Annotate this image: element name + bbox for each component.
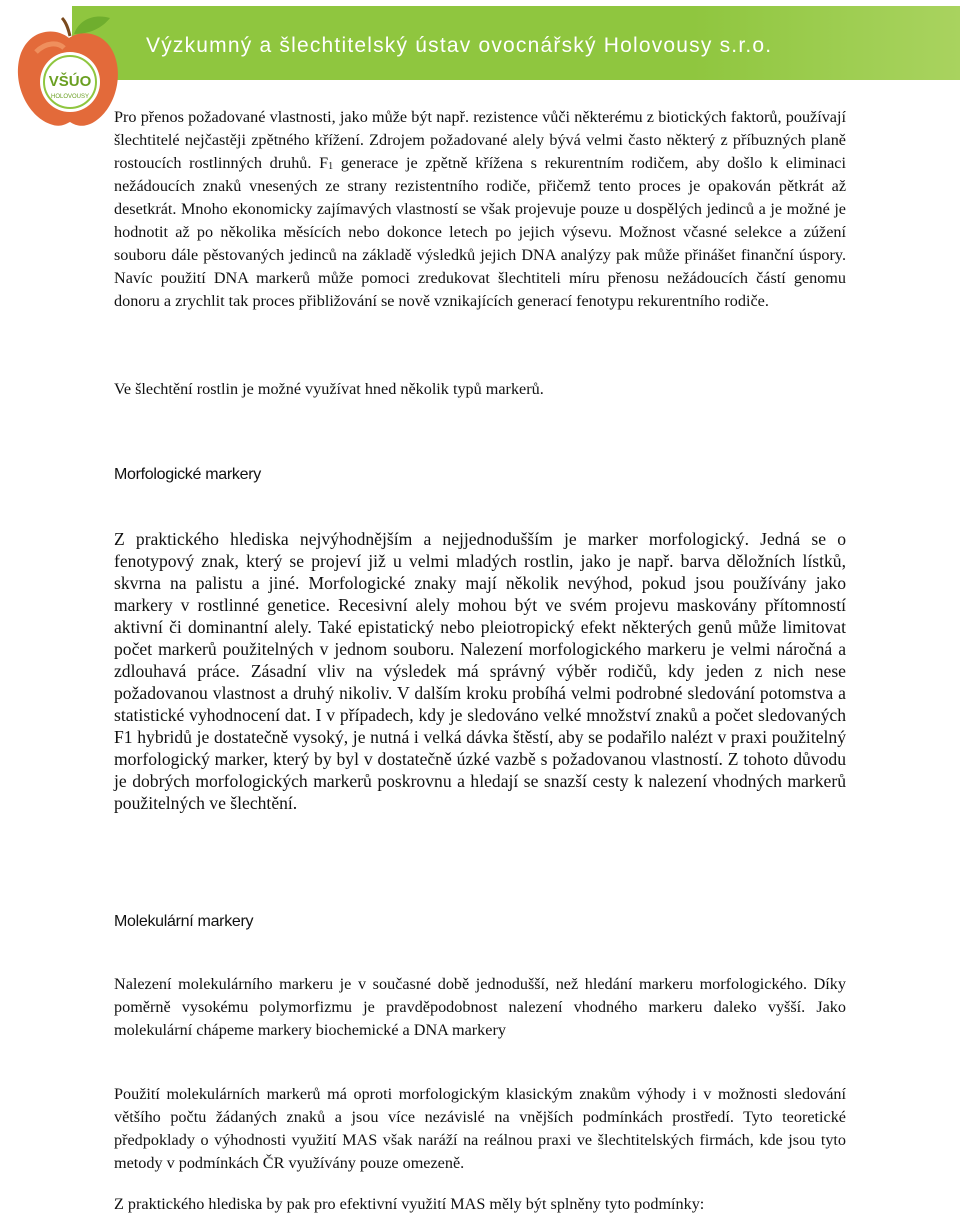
molecular-paragraph-1: Nalezení molekulárního markeru je v současné době jednodušší, než hledání markeru morfologického. Díky poměrně vysokému polymorfizmu je pravděpodobnost nalezení vhodného markeru daleko vyšší. Jako molekulární chápeme markery biochemické a DNA markery: [114, 975, 846, 1039]
institute-title: Výzkumný a šlechtitelský ústav ovocnářský Holovousy s.r.o.: [146, 34, 773, 57]
molecular-heading: Molekulární markery: [114, 913, 254, 930]
intro-section: [114, 106, 846, 313]
apple-logo-icon: [10, 12, 128, 130]
morphological-heading: Morfologické markery: [114, 466, 261, 483]
marker-types-paragraph: Ve šlechtění rostlin je možné využívat hned několik typů markerů.: [114, 380, 544, 398]
morphological-paragraph: Z praktického hlediska nejvýhodnějším a nejjednodušším je marker morfologický. Jedná se o fenotypový znak, který se projeví již u velmi mladých rostlin, jako je např. barva děložních lístků, skvrna na palistu a jiné. Morfologické znaky mají několik nevýhod, pokud jsou používány jako markery v rostlinné genetice. Recesivní alely mohou být ve svém projevu maskovány přítomností aktivní či dominantní alely. Také epistatický nebo pleiotropický efekt některých genů může limitovat počet markerů použitelných v jednom souboru. Nalezení morfologického markeru je velmi náročná a zdlouhavá práce. Zásadní vliv na výsledek má správný výběr rodičů, kdy jeden z nich nese požadovanou vlastnost a druhý nikoliv. V dalším kroku probíhá velmi podrobné sledování potomstva a statistické vyhodnocení dat. I v případech, kdy je sledováno velké množství znaků a počet sledovaných F1 hybridů je dostatečně vysoký, je nutná i velká dávka štěstí, aby se podařilo nalézt v praxi použitelný morfologický marker, který by byl v dostatečně úzké vazbě s požadovanou vlastností. Z tohoto důvodu je dobrých morfologických markerů poskrovnu a hledají se snazší cesty k nalezení vhodných markerů použitelných ve šlechtění.: [114, 529, 846, 813]
molecular-paragraph-3: Z praktického hlediska by pak pro efektivní využití MAS měly být splněny tyto podmínky:: [114, 1195, 705, 1213]
intro-paragraph: Pro přenos požadované vlastnosti, jako může být např. rezistence vůči některému z biotických faktorů, používají šlechtitelé nejčastěji zpětného křížení. Zdrojem požadované alely bývá velmi často některý z příbuzných planě rostoucích rostlinných druhů. $F_1$ generace je zpětně křížena s rekurentním rodičem, aby došlo k eliminaci nežádoucích znaků vnesených ze strany rezistentního rodiče, přičemž tento proces je opakován pětkrát až desetkrát. Mnoho ekonomicky zajímavých vlastností se však projevuje pouze u dospělých jedinců a je možné je hodnotit až po několika měsících nebo dokonce letech po jejich výsevu. Možnost včasné selekce a zúžení souboru dále pěstovaných jedinců na základě výsledků jejich DNA analýzy pak může přinášet finanční úspory. Navíc použití DNA markerů může pomoci zredukovat šlechtiteli míru přenosu nežádoucích částí genomu donoru a zrychlit tak proces přibližování se nově vznikajících generací fenotypu rekurentního rodiče.: [114, 108, 846, 310]
logo-subtext: HOLOVOUSY: [50, 94, 90, 100]
logo-text: VŠÚO: [48, 73, 92, 90]
molecular-paragraph-2: Použití molekulárních markerů má oproti morfologickým klasickým znakům výhody i v možnosti sledování většího počtu žádaných znaků a jsou více nezávislé na vnějších podmínkách prostředí. Tyto teoretické předpoklady o výhodnosti využití MAS však naráží na reálnou praxi ve šlechtitelských firmách, kde jsou tyto metody v podmínkách ČR využívány pouze omezeně.: [114, 1085, 846, 1172]
